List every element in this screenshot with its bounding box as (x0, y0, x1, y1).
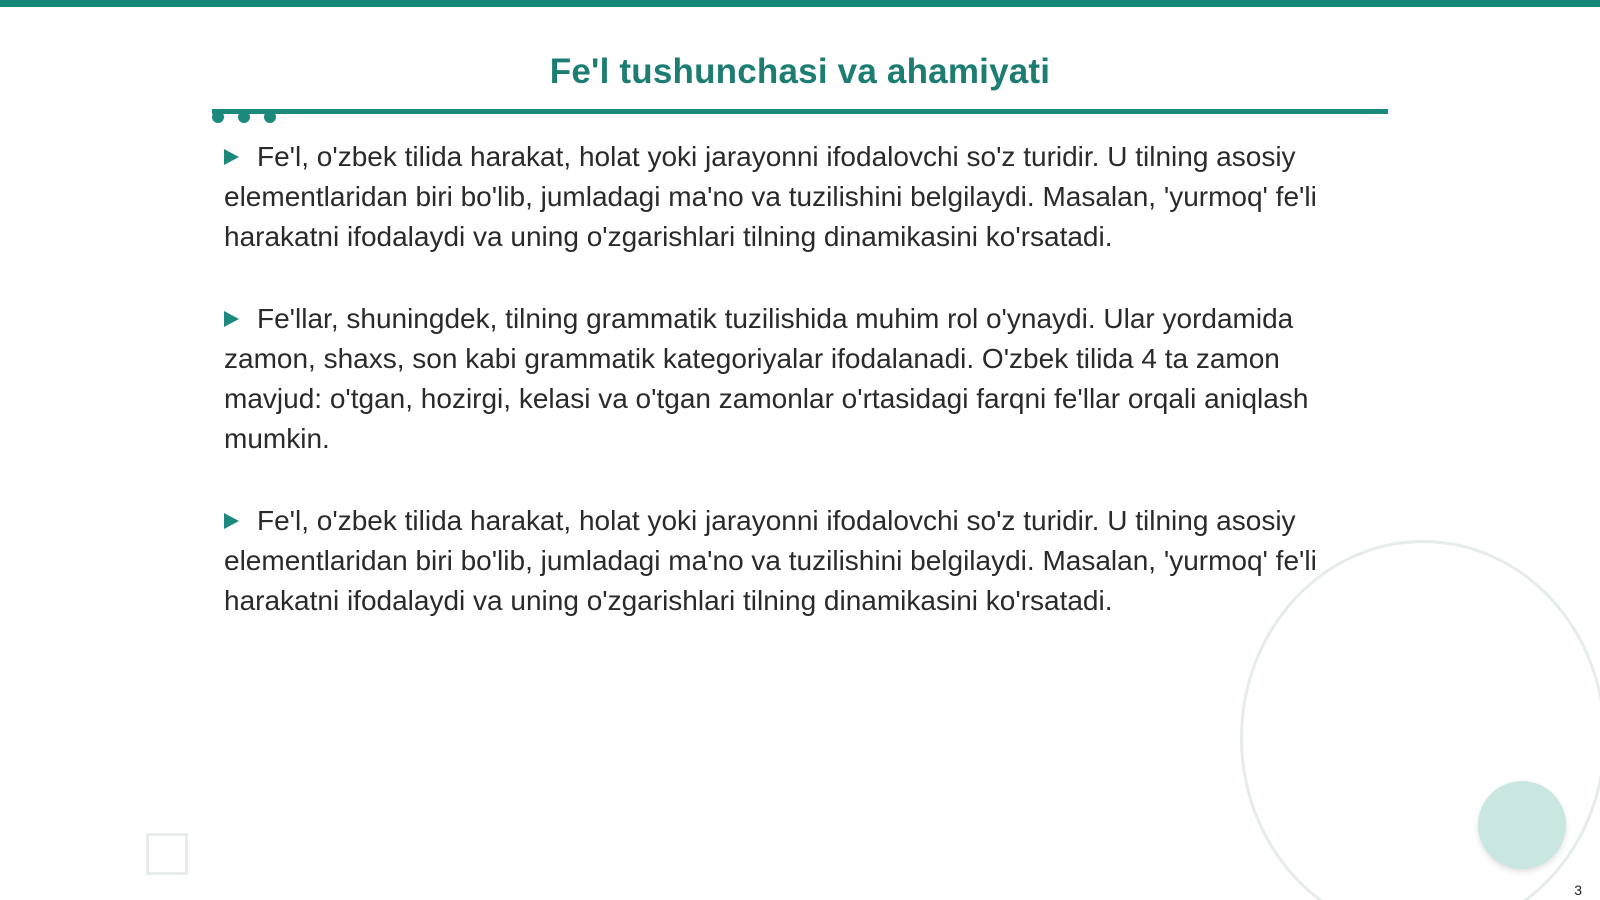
triangle-right-icon (224, 513, 239, 529)
decorative-circle (1478, 781, 1566, 869)
paragraph-2 (224, 299, 1374, 459)
slide-title: Fe'l tushunchasi va ahamiyati (549, 52, 1051, 91)
paragraph-text: Fe'l, o'zbek tilida harakat, holat yoki jarayonni ifodalovchi so'z turidir. U tilning asosiy elementlaridan biri bo'lib, jumladagi ma'no va tuzilishini belgilaydi. Masalan, 'yurmoq' fe'li harakatni ifodalaydi va uning o'zgarishlari tilning dinamikasini ko'rsatadi. (224, 505, 1317, 616)
decorative-square (146, 833, 188, 875)
top-accent-bar (0, 0, 1600, 7)
title-underline (212, 109, 1388, 114)
underline-dot-icon (264, 111, 276, 123)
page-number: 3 (1574, 882, 1582, 898)
content-body (224, 137, 1374, 663)
paragraph-1 (224, 137, 1374, 257)
triangle-right-icon (224, 149, 239, 165)
paragraph-text: Fe'l, o'zbek tilida harakat, holat yoki jarayonni ifodalovchi so'z turidir. U tilning asosiy elementlaridan biri bo'lib, jumladagi ma'no va tuzilishini belgilaydi. Masalan, 'yurmoq' fe'li harakatni ifodalaydi va uning o'zgarishlari tilning dinamikasini ko'rsatadi. (224, 141, 1317, 252)
paragraph-3 (224, 501, 1374, 621)
underline-dot-icon (212, 111, 224, 123)
underline-dot-icon (238, 111, 250, 123)
triangle-right-icon (224, 311, 239, 327)
paragraph-text: Fe'llar, shuningdek, tilning grammatik tuzilishida muhim rol o'ynaydi. Ular yordamida zamon, shaxs, son kabi grammatik kategoriyalar ifodalanadi. O'zbek tilida 4 ta zamon mavjud: o'tgan, hozirgi, kelasi va o'tgan zamonlar o'rtasidagi farqni fe'llar orqali aniqlash mumkin. (224, 303, 1309, 454)
